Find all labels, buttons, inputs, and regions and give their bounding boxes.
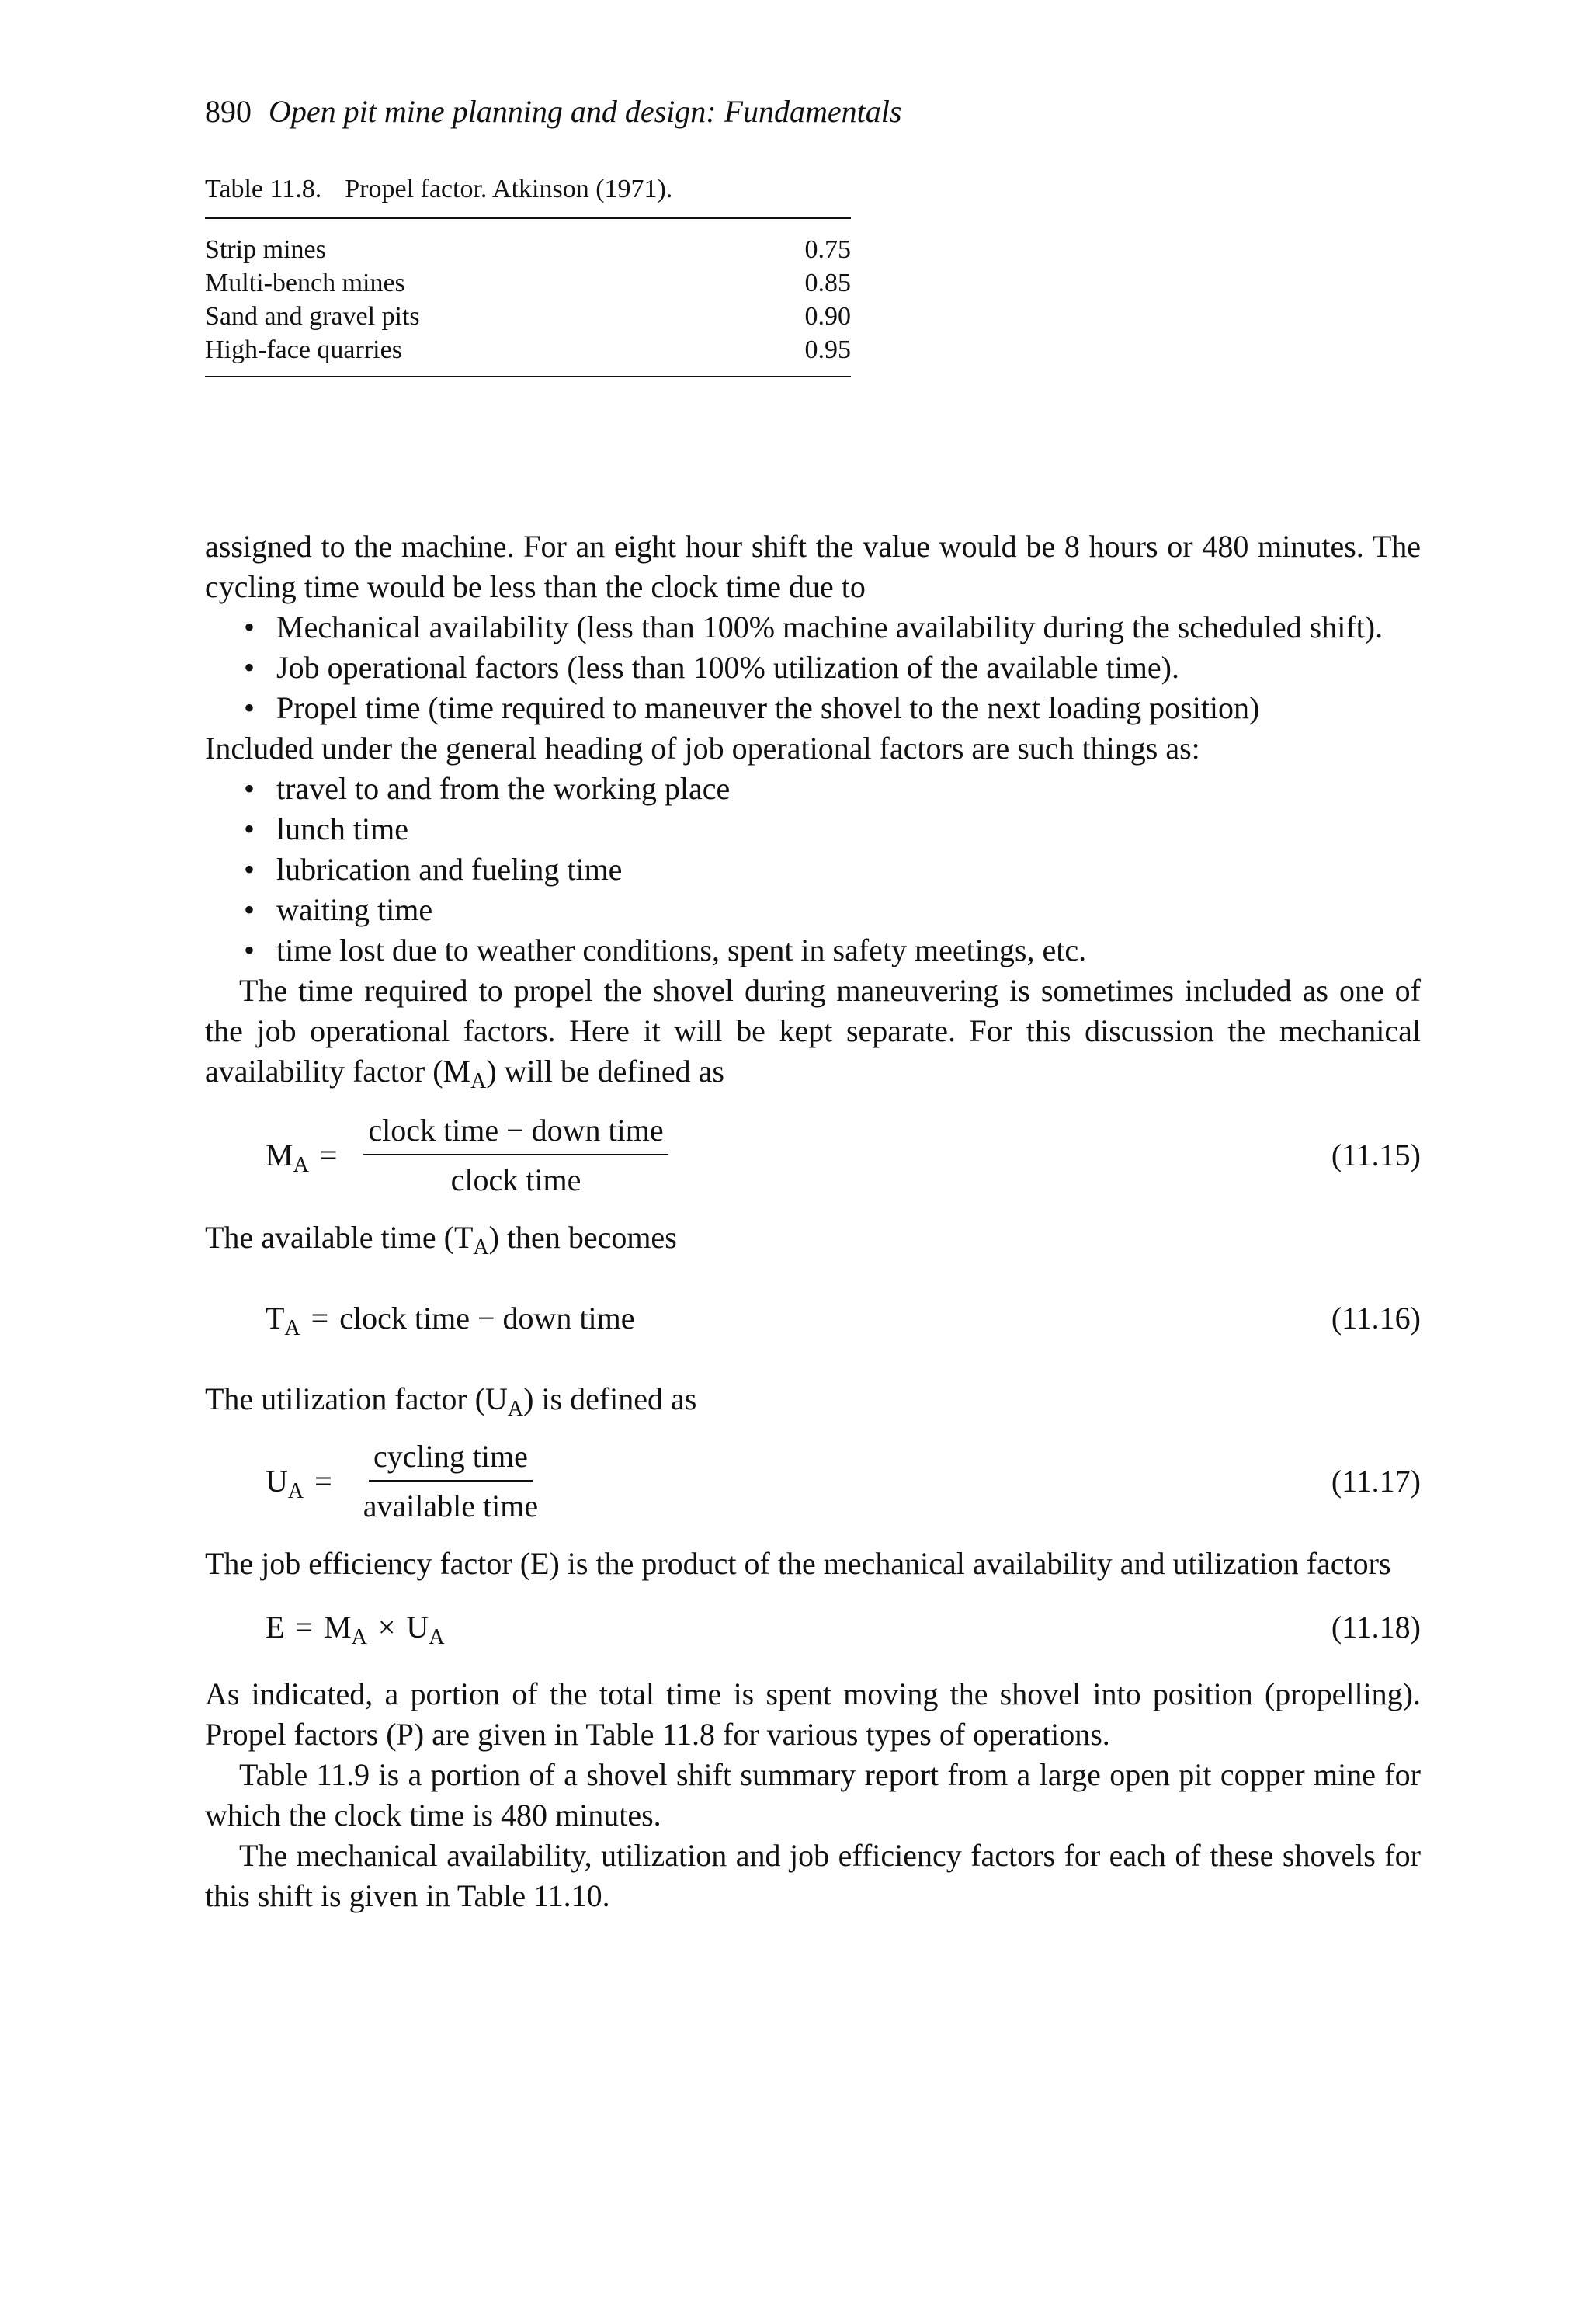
equation-body [266, 1110, 668, 1200]
table-cell-factor: 0.95 [804, 335, 851, 364]
paragraph-1: assigned to the machine. For an eight hour shift the value would be 8 hours or 480 minutes. The cycling time would be less than the clock time due to [205, 529, 1421, 604]
paragraph-3-text: The time required to propel the shovel during maneuvering is sometimes included as one of the job operational factors. Here it will be kept separate. For this discussion the mechanical availability factor (M [205, 973, 1421, 1089]
subscript: A [429, 1625, 445, 1649]
table-row [205, 333, 851, 366]
table-row [205, 300, 851, 333]
bullet-list-1 [205, 607, 1421, 728]
subscript: A [351, 1625, 367, 1649]
paragraph-6: The job efficiency factor (E) is the product of the mechanical availability and utilization factors [205, 1546, 1391, 1581]
running-header [205, 93, 901, 130]
book-title: Open pit mine planning and design: Fundamentals [269, 94, 902, 129]
table-11-8 [205, 172, 851, 377]
table-cell-operation: Sand and gravel pits [205, 302, 420, 331]
eq-lhs [266, 1298, 300, 1339]
list-item: • lunch time [205, 809, 1421, 849]
eq-symbol: T [266, 1301, 285, 1336]
equation-number: (11.18) [1331, 1610, 1421, 1645]
equals-sign: = [314, 1464, 332, 1499]
equals-sign: = [311, 1301, 329, 1336]
eq-symbol: E [266, 1610, 285, 1645]
numerator: cycling time [369, 1436, 533, 1482]
paragraph-5-end: ) is defined as [523, 1381, 697, 1416]
equals-sign: = [295, 1610, 313, 1645]
paragraph-5-text: The utilization factor (U [205, 1381, 508, 1416]
equation-11-18 [205, 1607, 1421, 1648]
equation-body [266, 1436, 543, 1527]
times-sign: × [377, 1610, 396, 1645]
bullet-list-2 [205, 769, 1421, 971]
numerator: clock time − down time [363, 1110, 668, 1155]
subscript: A [284, 1316, 300, 1340]
eq-symbol: M [324, 1610, 352, 1645]
table-row [205, 233, 851, 266]
list-item: • Mechanical availability (less than 100% machine availability during the scheduled shift). [205, 607, 1421, 648]
equals-sign: = [319, 1138, 338, 1172]
paragraph-3 [205, 971, 1421, 1092]
body-text [205, 526, 1421, 1916]
equation-number: (11.15) [1331, 1138, 1421, 1172]
table-caption [205, 172, 851, 207]
denominator: clock time [450, 1162, 581, 1197]
equation-body [266, 1298, 635, 1339]
table-body [205, 219, 851, 366]
eq-symbol: M [266, 1138, 293, 1172]
table-title: Propel factor. Atkinson (1971). [345, 175, 673, 203]
paragraph-4-end: ) then becomes [488, 1220, 677, 1255]
table-label: Table 11.8. [205, 175, 322, 203]
eq-lhs [266, 1135, 309, 1176]
subscript: A [470, 1069, 487, 1093]
denominator: available time [363, 1489, 539, 1523]
paragraph-8: Table 11.9 is a portion of a shovel shift summary report from a large open pit copper mine for which the clock time is 480 minutes. [205, 1757, 1421, 1832]
table-cell-factor: 0.85 [804, 269, 851, 297]
table-cell-operation: Strip mines [205, 235, 326, 264]
paragraph-7: As indicated, a portion of the total time is spent moving the shovel into position (propelling). Propel factors (P) are given in Table 11.8 for various types of operations. [205, 1676, 1421, 1752]
subscript: A [473, 1235, 489, 1259]
table-cell-operation: High-face quarries [205, 335, 402, 364]
fraction [359, 1436, 543, 1527]
table-cell-factor: 0.90 [804, 302, 851, 331]
equation-body [266, 1607, 445, 1648]
subscript: A [287, 1479, 304, 1503]
eq-symbol: U [266, 1464, 288, 1499]
page-number: 890 [205, 94, 252, 129]
eq-rhs: clock time − down time [339, 1301, 635, 1336]
list-item: • time lost due to weather conditions, spent in safety meetings, etc. [205, 930, 1421, 971]
table-cell-factor: 0.75 [804, 235, 851, 264]
eq-term-u [406, 1607, 444, 1648]
table-row [205, 266, 851, 300]
list-item: • travel to and from the working place [205, 769, 1421, 809]
table-cell-operation: Multi-bench mines [205, 269, 405, 297]
equation-11-17 [205, 1436, 1421, 1527]
list-item: • Job operational factors (less than 100% utilization of the available time). [205, 648, 1421, 688]
paragraph-4 [205, 1218, 1421, 1258]
fraction [363, 1110, 668, 1200]
paragraph-9: The mechanical availability, utilization and job efficiency factors for each of these shovels for this shift is given in Table 11.10. [205, 1838, 1421, 1913]
table-bottom-rule [205, 376, 851, 377]
eq-term-m [324, 1607, 367, 1648]
equation-number: (11.17) [1331, 1464, 1421, 1499]
eq-symbol: U [406, 1610, 429, 1645]
list-item: • waiting time [205, 890, 1421, 930]
paragraph-4-text: The available time (T [205, 1220, 474, 1255]
equation-11-16 [205, 1298, 1421, 1339]
equation-11-15 [205, 1110, 1421, 1200]
subscript: A [507, 1397, 524, 1421]
list-item: • lubrication and fueling time [205, 849, 1421, 890]
paragraph-2: Included under the general heading of job operational factors are such things as: [205, 731, 1200, 766]
paragraph-5 [205, 1379, 1421, 1419]
eq-lhs [266, 1461, 304, 1502]
equation-number: (11.16) [1331, 1301, 1421, 1336]
list-item: • Propel time (time required to maneuver the shovel to the next loading position) [205, 688, 1421, 728]
paragraph-3-end: ) will be defined as [486, 1054, 724, 1089]
subscript: A [293, 1153, 309, 1177]
